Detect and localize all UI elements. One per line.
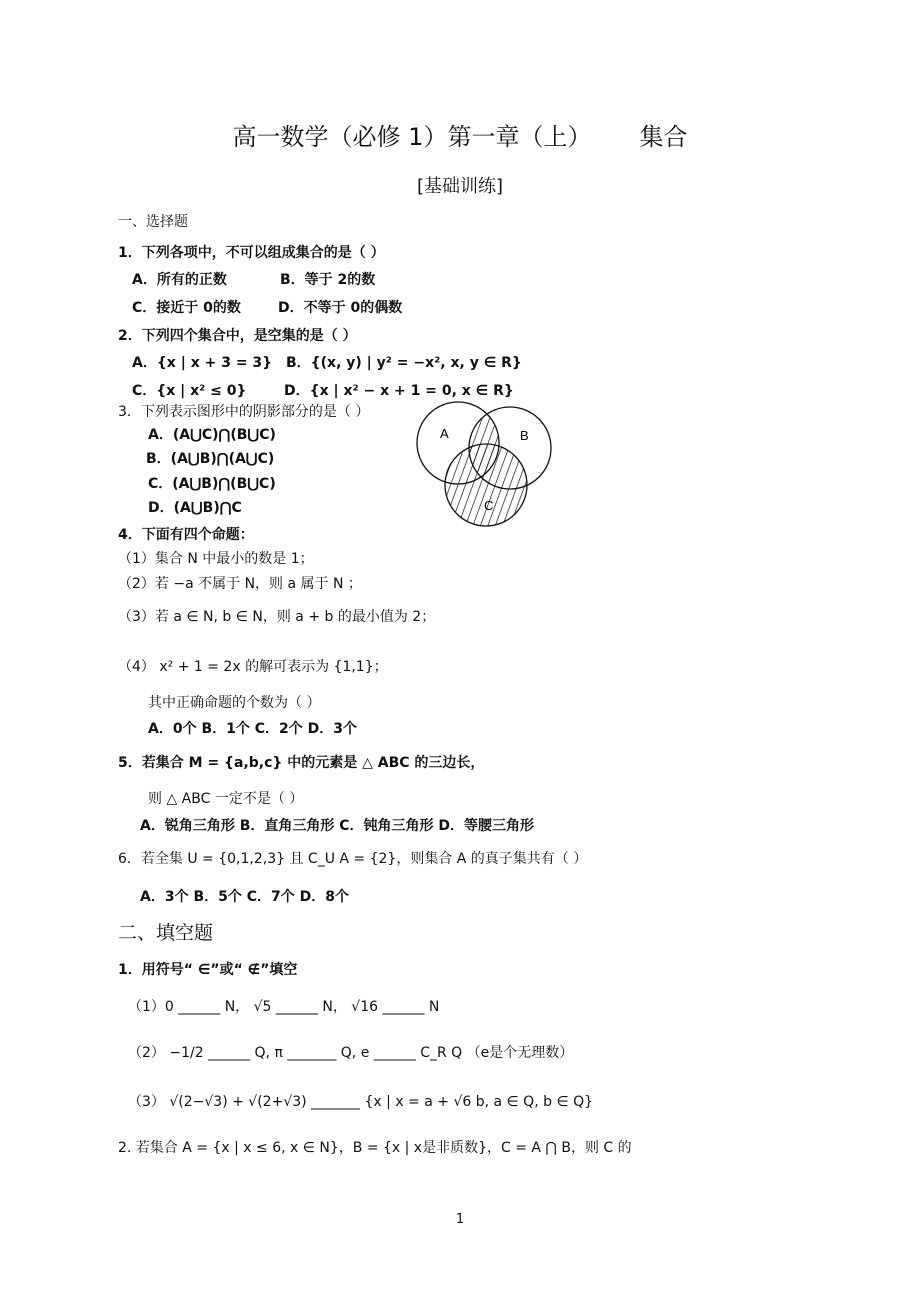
- q3-option-d: D．(A⋃B)⋂C: [148, 500, 242, 516]
- q1-option-d: D．不等于 0的偶数: [278, 300, 403, 316]
- section2-heading: 二、填空题: [118, 922, 214, 944]
- q4-proposition-2: （2）若 −a 不属于 N，则 a 属于 N ；: [118, 576, 362, 592]
- q3-stem: 3．下列表示图形中的阴影部分的是（ ）: [118, 404, 370, 420]
- venn-label-b: B: [520, 428, 529, 443]
- fill2-stem: 2. 若集合 A = {x | x ≤ 6, x ∈ N}，B = {x | x是非质数}，C = A ⋂ B，则 C 的: [118, 1140, 632, 1156]
- title-main: 高一数学（必修 1）第一章（上）: [232, 123, 592, 151]
- q1-option-a: A．所有的正数: [132, 272, 227, 288]
- fill1-line-2: （2） −1/2 ______ Q, π _______ Q, e ______ C_R Q （e是个无理数）: [128, 1045, 574, 1061]
- q6-options: A．3个 B．5个 C．7个 D．8个: [140, 889, 349, 905]
- q2-option-b: B．{(x, y) | y² = −x², x, y ∈ R}: [286, 355, 522, 371]
- q5-options: A．锐角三角形 B．直角三角形 C．钝角三角形 D．等腰三角形: [140, 818, 535, 834]
- title-topic: 集合: [639, 123, 688, 151]
- q2-option-c: C．{x | x² ≤ 0}: [132, 383, 247, 399]
- q6-stem: 6．若全集 U = {0,1,2,3} 且 C_U A = {2}，则集合 A 的真子集共有（ ）: [118, 851, 588, 867]
- fill1-stem: 1．用符号“ ∈”或“ ∉”填空: [118, 962, 298, 978]
- q5-stem: 5．若集合 M = {a,b,c} 中的元素是 △ ABC 的三边长，: [118, 755, 485, 771]
- q3-option-b: B．(A⋃B)⋂(A⋃C): [146, 451, 275, 467]
- fill1-line-3: （3） √(2−√3) + √(2+√3) _______ {x | x = a + √6 b, a ∈ Q, b ∈ Q}: [128, 1094, 594, 1110]
- q3-option-a: A．(A⋃C)⋂(B⋃C): [148, 427, 276, 443]
- q2-option-d: D．{x | x² − x + 1 = 0, x ∈ R}: [284, 383, 514, 399]
- page-title: [0, 120, 920, 154]
- q4-proposition-4: （4） x² + 1 = 2x 的解可表示为 {1,1}；: [118, 659, 388, 675]
- venn-label-a: A: [440, 426, 449, 441]
- q5-ask: 则 △ ABC 一定不是（ ）: [148, 791, 304, 807]
- q4-proposition-3: （3）若 a ∈ N, b ∈ N，则 a + b 的最小值为 2；: [118, 609, 436, 625]
- venn-label-c: C: [484, 498, 494, 513]
- page-subtitle: [基础训练]: [416, 176, 504, 197]
- q4-proposition-1: （1）集合 N 中最小的数是 1；: [118, 551, 314, 567]
- q1-stem: 1．下列各项中，不可以组成集合的是（ ）: [118, 245, 385, 261]
- q4-stem: 4．下面有四个命题：: [118, 527, 254, 543]
- q3-option-c: C．(A⋃B)⋂(B⋃C): [148, 476, 276, 492]
- q4-ask: 其中正确命题的个数为（ ）: [148, 695, 321, 711]
- section1-heading: 一、选择题: [118, 214, 188, 230]
- q1-option-c: C．接近于 0的数: [132, 300, 241, 316]
- q4-options: A．0个 B．1个 C．2个 D．3个: [148, 721, 357, 737]
- q1-option-b: B．等于 2的数: [280, 272, 376, 288]
- venn-diagram: [414, 400, 564, 528]
- q2-stem: 2．下列四个集合中，是空集的是（ ）: [118, 328, 357, 344]
- page-number: 1: [455, 1212, 465, 1227]
- fill1-line-1: （1）0 ______ N， √5 ______ N， √16 ______ N: [128, 999, 440, 1015]
- q2-option-a: A．{x | x + 3 = 3}: [132, 355, 273, 371]
